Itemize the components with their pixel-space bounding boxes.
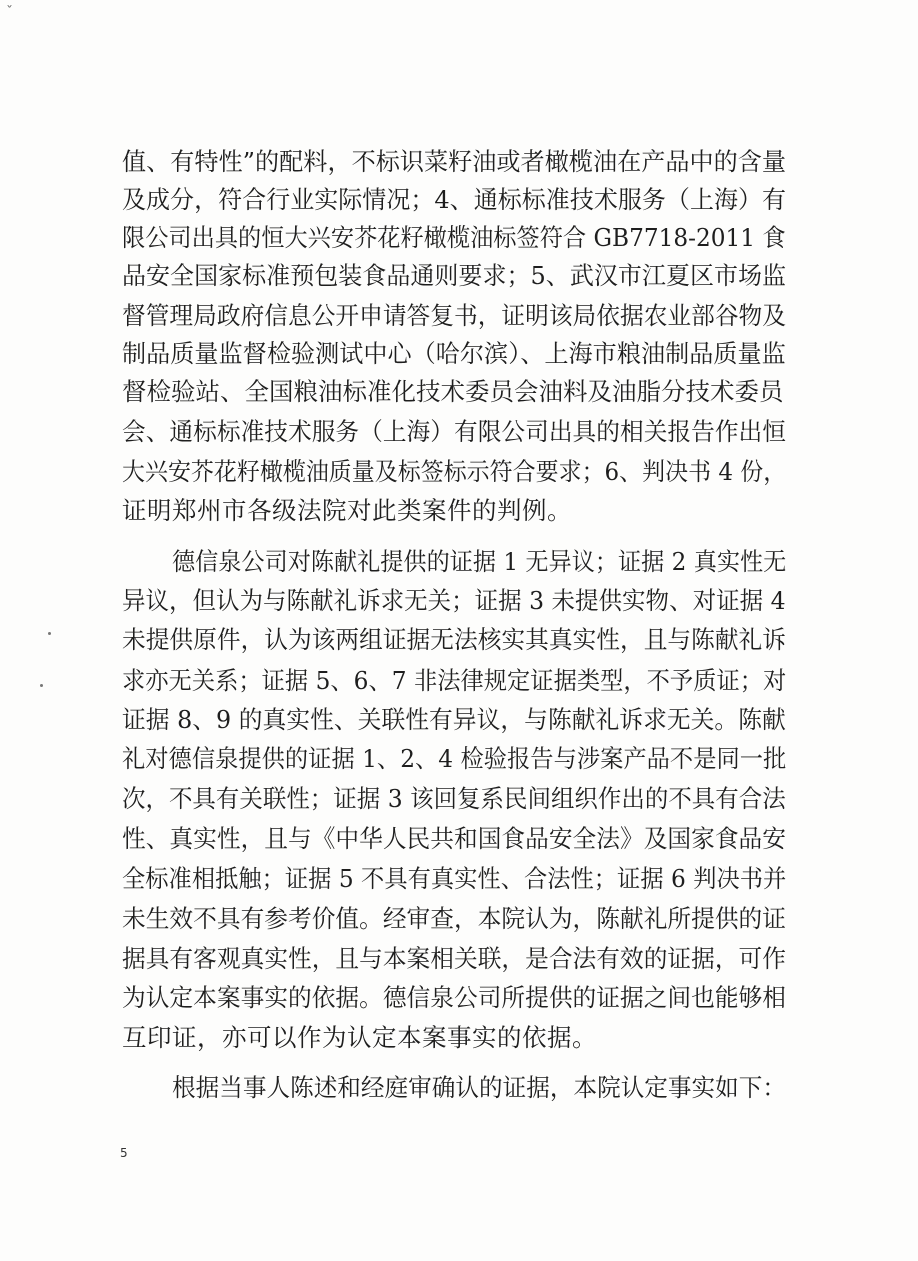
- text-line: 为认定本案事实的依据。德信泉公司所提供的证据之间也能够相: [122, 983, 786, 1012]
- paragraph-start-line: 根据当事人陈述和经庭审确认的证据，本院认定事实如下：: [172, 1073, 787, 1102]
- text-line: 礼对德信泉提供的证据 1、2、4 检验报告与涉案产品不是同一批: [122, 744, 787, 773]
- text-line: 督检验站、全国粮油标准化技术委员会油料及油脂分技术委员: [122, 377, 784, 406]
- text-line: 品安全国家标准预包装食品通则要求；5、武汉市江夏区市场监: [122, 261, 787, 290]
- text-line: 据具有客观真实性，且与本案相关联，是合法有效的证据，可作: [122, 944, 786, 973]
- text-line: 值、有特性”的配料，不标识菜籽油或者橄榄油在产品中的含量: [122, 147, 787, 176]
- text-line: 限公司出具的恒大兴安芥花籽橄榄油标签符合 GB7718-2011 食: [122, 223, 786, 252]
- scan-corner-mark: ˇ: [6, 4, 13, 20]
- text-line: 全标准相抵触；证据 5 不具有真实性、合法性；证据 6 判决书并: [122, 864, 787, 893]
- text-line: 互印证，亦可以作为认定本案事实的依据。: [122, 1023, 597, 1052]
- text-line: 督管理局政府信息公开申请答复书，证明该局依据农业部谷物及: [122, 301, 786, 330]
- scan-speck: [48, 632, 51, 635]
- text-line: 性、真实性，且与《中华人民共和国食品安全法》及国家食品安: [122, 824, 786, 853]
- page-number: 5: [120, 1146, 128, 1160]
- text-line: 异议，但认为与陈献礼诉求无关；证据 3 未提供实物、对证据 4: [122, 586, 786, 615]
- text-line: 制品质量监督检验测试中心（哈尔滨）、上海市粮油制品质量监: [122, 339, 786, 368]
- text-line: 求亦无关系；证据 5、6、7 非法律规定证据类型，不予质证；对: [122, 666, 787, 695]
- scan-speck: [40, 684, 43, 687]
- text-line: 及成分，符合行业实际情况；4、通标标准技术服务（上海）有: [122, 185, 787, 214]
- text-line: 未提供原件，认为该两组证据无法核实其真实性，且与陈献礼诉: [122, 625, 786, 654]
- text-line: 证明郑州市各级法院对此类案件的判例。: [122, 496, 572, 525]
- text-line: 次，不具有关联性；证据 3 该回复系民间组织作出的不具有合法: [122, 784, 786, 813]
- text-line: 大兴安芥花籽橄榄油质量及标签标示符合要求；6、判决书 4 份，: [122, 457, 787, 486]
- paragraph-start-line: 德信泉公司对陈献礼提供的证据 1 无异议；证据 2 真实性无: [172, 547, 787, 576]
- text-line: 证据 8、9 的真实性、关联性有异议，与陈献礼诉求无关。陈献: [122, 705, 786, 734]
- text-line: 未生效不具有参考价值。经审查，本院认为，陈献礼所提供的证: [122, 904, 786, 933]
- text-line: 会、通标标准技术服务（上海）有限公司出具的相关报告作出恒: [122, 417, 786, 446]
